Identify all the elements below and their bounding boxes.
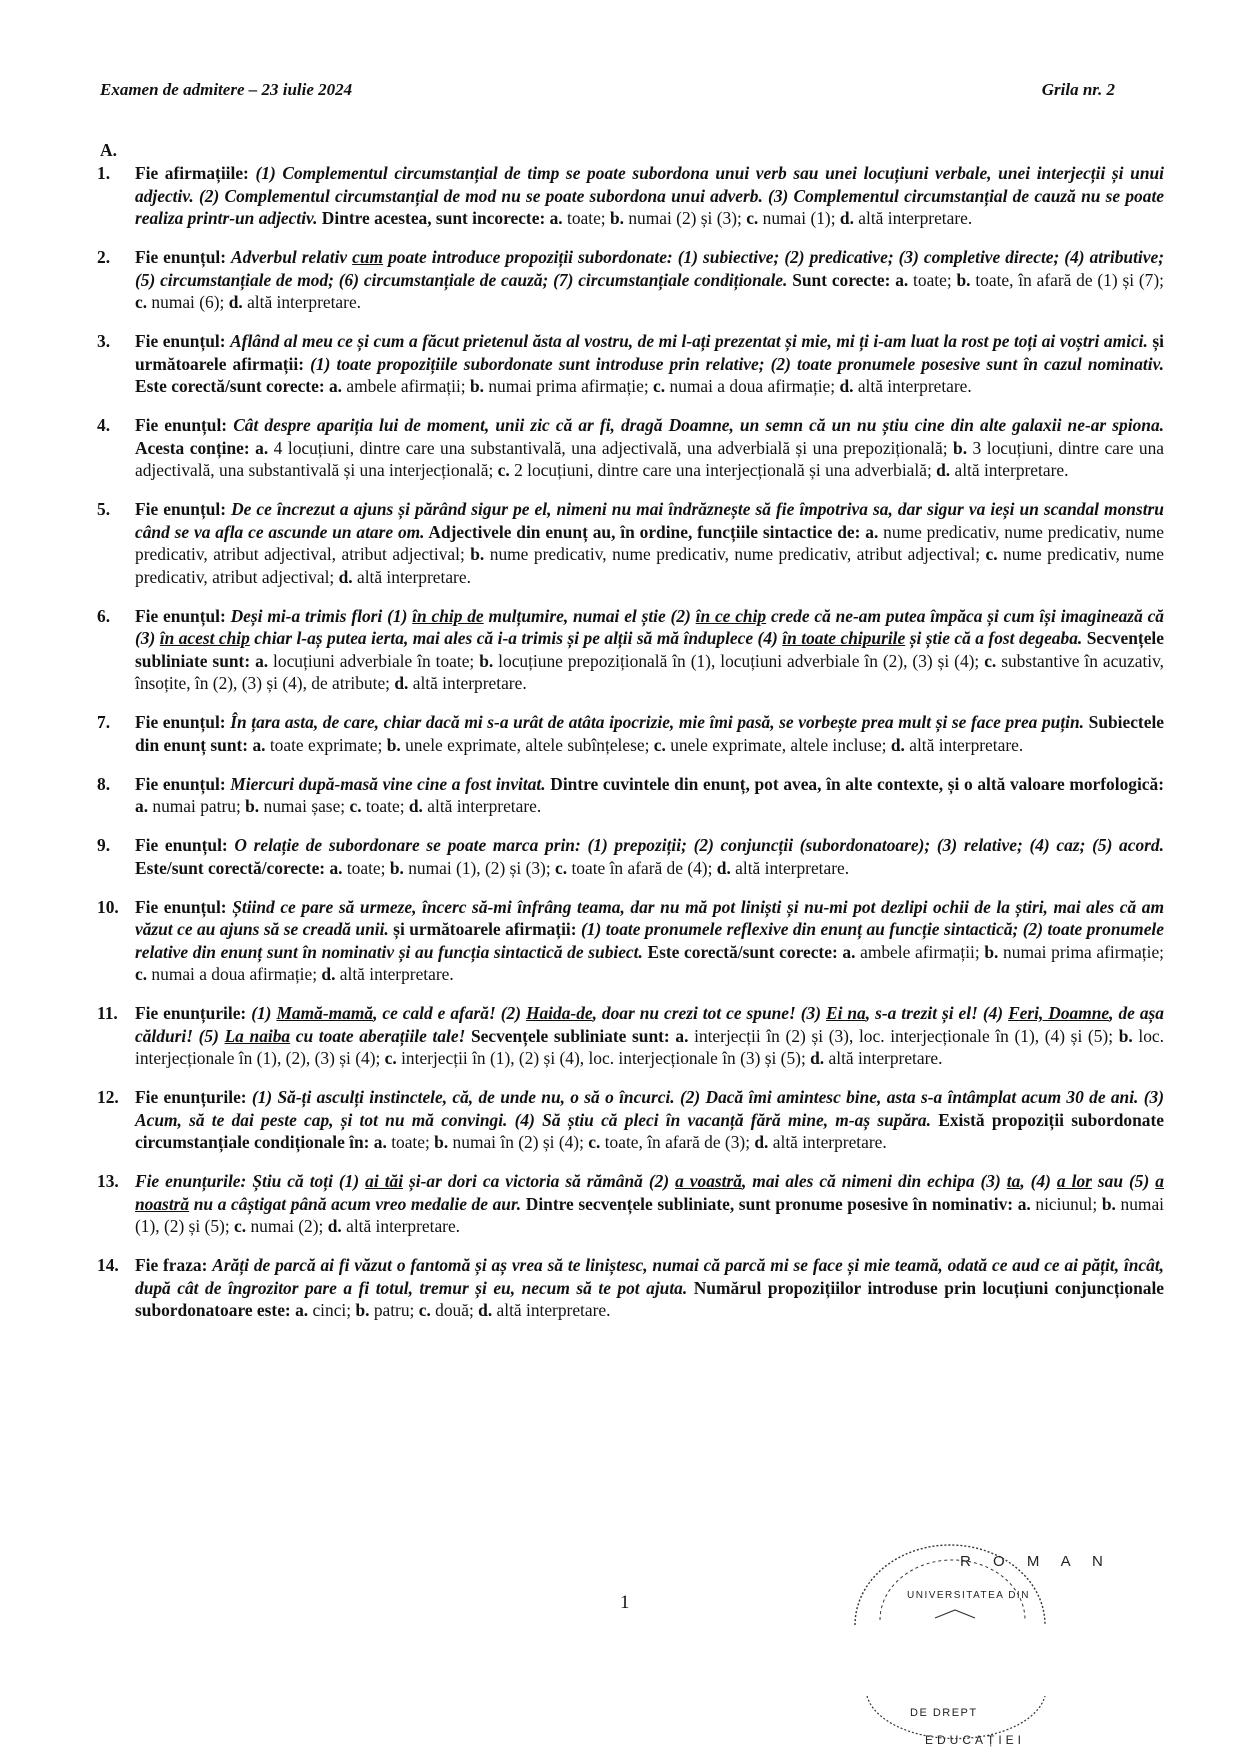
text-segment: d.: [394, 673, 409, 693]
text-segment: Subiectele din enunț sunt:: [135, 712, 1164, 755]
text-segment: altă interpretare.: [492, 1300, 611, 1320]
text-segment: Fie enunțul:: [135, 896, 233, 917]
text-segment: loc. interjecționale în (1), (2), (3) și (4);: [135, 1025, 1164, 1068]
text-segment: a.: [895, 269, 909, 290]
text-segment: altă interpretare.: [408, 673, 527, 693]
text-segment: Fie enunțurile:: [135, 1003, 252, 1023]
text-segment: și următoarele afirmații:: [388, 919, 581, 939]
question-text: [135, 246, 1164, 314]
question-text: [135, 773, 1164, 818]
text-segment: Dintre cuvintele din enunț, pot avea, în alte contexte, și o altă valoare morfologică:: [545, 773, 1165, 794]
text-segment: Adverbul relativ: [231, 247, 353, 267]
text-segment: numai prima afirmație;: [998, 941, 1164, 962]
question-item: [97, 605, 1164, 695]
text-segment: interjecții în (1), (2) și (4), loc. interjecționale în (3) și (5);: [396, 1048, 811, 1068]
text-segment: d.: [754, 1132, 769, 1152]
page-number: 1: [620, 1592, 630, 1613]
text-segment: , ce cald e afară! (2): [373, 1003, 526, 1023]
text-segment: 3 locuțiuni, dintre care una adjectivală, una substantivală și una interjecțională;: [135, 437, 1165, 480]
underlined-sequence: Haida-de: [525, 1003, 593, 1023]
question-item: [97, 1086, 1164, 1154]
text-segment: toate exprimate;: [265, 734, 387, 755]
text-segment: altă interpretare.: [853, 208, 973, 228]
text-segment: c.: [497, 460, 510, 480]
text-segment: cu toate aberațiile tale!: [290, 1025, 466, 1046]
text-segment: b.: [609, 208, 624, 228]
text-segment: Secvențele subliniate sunt:: [465, 1025, 676, 1046]
question-item: [97, 711, 1164, 756]
text-segment: crede că ne-am putea împăca și cum își imaginează că (3): [135, 605, 1164, 648]
underlined-sequence: Mamă-mamă: [276, 1003, 374, 1023]
question-item: [97, 330, 1164, 398]
text-segment: Fie enunțul:: [135, 773, 231, 794]
text-segment: toate;: [342, 857, 390, 878]
text-segment: ambele afirmații;: [855, 941, 985, 962]
text-segment: altă interpretare.: [422, 796, 542, 816]
text-segment: unele exprimate, altele subînțelese;: [400, 734, 654, 755]
text-segment: altă interpretare.: [352, 566, 471, 587]
university-stamp-bottom: [855, 1690, 1055, 1759]
text-segment: O relație de subordonare se poate marca prin: (1) prepoziții; (2) conjuncții (subordonatoare); (3) relative; (4) caz; (5) acord.: [234, 835, 1164, 855]
question-text: [135, 330, 1164, 398]
text-segment: altă interpretare.: [950, 460, 1069, 480]
text-segment: b.: [389, 857, 404, 878]
text-segment: 4 locuțiuni, dintre care una substantivală, una adjectivală, una adverbială și una prepozițională;: [268, 437, 954, 458]
question-number: 3.: [97, 331, 111, 351]
stamp-top-ring-text: UNIVERSITATEA DIN: [907, 1590, 1030, 1601]
text-segment: două;: [430, 1300, 479, 1320]
text-segment: (1) toate propozițiile subordonate sunt introduse prin relative; (2) toate pronumele posesive sunt în cazul nominativ.: [310, 353, 1165, 374]
text-segment: , (4): [1020, 1171, 1057, 1191]
text-segment: Fie enunțul:: [135, 499, 232, 519]
question-text: [135, 414, 1164, 482]
text-segment: Dintre acestea, sunt incorecte:: [317, 208, 550, 228]
question-number: 2.: [97, 247, 111, 267]
question-item: [97, 773, 1164, 818]
text-segment: altă interpretare.: [335, 964, 454, 984]
text-segment: 2 locuțiuni, dintre care una interjecțională și una adverbială;: [509, 460, 937, 480]
text-segment: cinci;: [308, 1300, 356, 1320]
underlined-sequence: a noastră: [135, 1171, 1164, 1214]
text-segment: toate;: [386, 1132, 435, 1152]
text-segment: c.: [135, 964, 148, 984]
text-segment: (1): [251, 1003, 277, 1023]
text-segment: c.: [384, 1048, 397, 1068]
text-segment: toate, în afară de (1) și (7);: [970, 269, 1164, 290]
text-segment: b.: [386, 734, 401, 755]
text-segment: patru;: [369, 1300, 419, 1320]
text-segment: numai a doua afirmație;: [665, 376, 840, 396]
text-segment: d.: [890, 734, 905, 755]
question-item: [97, 1002, 1164, 1070]
question-text: [135, 834, 1164, 879]
underlined-sequence: în toate chipurile: [782, 628, 906, 648]
text-segment: toate;: [562, 208, 610, 228]
text-segment: altă interpretare.: [853, 376, 972, 396]
text-segment: altă interpretare.: [824, 1048, 943, 1068]
text-segment: Fie fraza:: [135, 1255, 213, 1275]
text-segment: b.: [245, 796, 260, 816]
text-segment: b.: [953, 437, 968, 458]
text-segment: Fie enunțul:: [135, 605, 231, 626]
section-label: A.: [100, 140, 118, 160]
text-segment: Secvențele subliniate sunt:: [135, 628, 1164, 671]
text-segment: substantive în acuzativ, însoțite, în (2), (3) și (4), de atribute;: [135, 650, 1165, 693]
text-segment: Aflând al meu ce și cum a făcut prietenul ăsta al vostru, de mi l-ați prezentat și mie, mi ți i-am luat la rost pe toți ai voștri amici.: [230, 331, 1148, 351]
text-segment: Există propoziții subordonate circumstanțiale condiționale în:: [135, 1109, 1164, 1152]
university-stamp-top: [845, 1540, 1112, 1635]
text-segment: a.: [252, 734, 266, 755]
underlined-sequence: în acest chip: [159, 628, 250, 648]
underlined-sequence: în chip de: [412, 605, 484, 626]
question-number: 5.: [97, 499, 111, 519]
text-segment: Miercuri după-masă vine cine a fost invitat.: [230, 773, 546, 794]
text-segment: c.: [985, 544, 998, 564]
text-segment: sau (5): [1091, 1171, 1156, 1191]
text-segment: c.: [555, 857, 568, 878]
question-number: 8.: [97, 773, 111, 794]
text-segment: b.: [1118, 1025, 1133, 1046]
question-text: [135, 605, 1164, 695]
text-segment: numai șase;: [259, 796, 350, 816]
question-text: [135, 1254, 1164, 1322]
text-segment: chiar l-aș putea ierta, mai ales că i-a trimis și pe alții să mă înduplece (4): [249, 628, 783, 648]
text-segment: a.: [255, 437, 269, 458]
text-segment: altă interpretare.: [904, 734, 1024, 755]
text-segment: numai a doua afirmație;: [147, 964, 322, 984]
text-segment: nume predicativ, nume predicativ, atribut adjectival;: [135, 544, 1165, 587]
question-item: [97, 246, 1164, 314]
text-segment: Este corectă/sunt corecte:: [642, 941, 843, 962]
text-segment: Fie enunțul:: [135, 331, 231, 351]
text-segment: b.: [434, 1132, 449, 1152]
text-segment: Sunt corecte:: [787, 269, 896, 290]
underlined-sequence: La naiba: [224, 1025, 291, 1046]
text-segment: c.: [418, 1300, 431, 1320]
stamp-bottom-lower-text: EDUCAȚIEI: [925, 1733, 1026, 1747]
text-segment: unele exprimate, altele incluse;: [665, 734, 891, 755]
stamp-bottom-ring-text: DE DREPT: [910, 1707, 978, 1719]
text-segment: Fie enunțul:: [135, 712, 231, 732]
text-segment: c.: [984, 650, 997, 671]
text-segment: și următoarele afirmații:: [135, 331, 1164, 374]
text-segment: locuțiuni adverbiale în toate;: [268, 650, 480, 671]
underlined-sequence: ta: [1006, 1171, 1021, 1191]
text-segment: niciunul;: [1030, 1193, 1102, 1214]
text-segment: c.: [135, 292, 148, 312]
text-segment: numai (6);: [147, 292, 229, 312]
text-segment: b.: [479, 650, 494, 671]
text-segment: a.: [1017, 1193, 1031, 1214]
text-segment: c.: [588, 1132, 601, 1152]
text-segment: a.: [842, 941, 856, 962]
text-segment: Fie enunțul:: [135, 835, 235, 855]
text-segment: , s-a trezit și el! (4): [865, 1003, 1009, 1023]
question-number: 9.: [97, 835, 111, 855]
question-number: 12.: [97, 1087, 119, 1107]
text-segment: a.: [373, 1132, 387, 1152]
text-segment: Fie afirmațiile:: [135, 163, 256, 183]
underlined-sequence: a lor: [1056, 1171, 1092, 1191]
text-segment: (1) Să-ți asculți instinctele, că, de unde nu, o să o încurci. (2) Dacă îmi amintesc bine, asta s-a întâmplat acum 30 de ani. (3) Acum, să te dai peste cap, și tot nu mă convingi. (4) Să știu că pleci în vacanță fără mine, m-aș supăra.: [135, 1087, 1164, 1130]
text-segment: altă interpretare.: [730, 857, 850, 878]
question-text: [135, 498, 1164, 588]
text-segment: și-ar dori ca victoria să rămână (2): [403, 1171, 676, 1191]
question-list: [97, 162, 1164, 1338]
text-segment: Fie enunțurile:: [135, 1087, 252, 1107]
text-segment: c.: [653, 376, 666, 396]
text-segment: numai (1), (2) și (5);: [135, 1193, 1164, 1236]
text-segment: d.: [327, 1216, 342, 1236]
question-number: 11.: [97, 1003, 118, 1023]
text-segment: c.: [349, 796, 362, 816]
text-segment: d.: [338, 566, 353, 587]
question-item: [97, 1254, 1164, 1322]
question-text: [135, 1170, 1164, 1238]
question-text: [135, 896, 1164, 986]
underlined-sequence: ai tăi: [365, 1171, 404, 1191]
text-segment: c.: [746, 208, 759, 228]
text-segment: numai prima afirmație;: [484, 376, 654, 396]
question-text: [135, 711, 1164, 756]
text-segment: b.: [956, 269, 971, 290]
question-item: [97, 498, 1164, 588]
text-segment: și știe că a fost degeaba.: [905, 628, 1083, 648]
text-segment: nume predicativ, nume predicativ, nume predicativ, atribut adjectival, atribut adjectival;: [135, 521, 1164, 564]
question-number: 7.: [97, 712, 111, 732]
underlined-sequence: Feri, Doamne: [1008, 1003, 1110, 1023]
text-segment: mulțumire, numai el știe (2): [483, 605, 696, 626]
text-segment: (1) Complementul circumstanțial de timp se poate subordona unui verb sau unei locuțiuni verbale, unei interjecții și unui adjectiv. (2) Complementul circumstanțial de mod nu se poate subordona unui adverb. (3) Complementul circumstanțial de cauză nu se poate realiza printr-un adjectiv.: [135, 163, 1164, 228]
stamp-top-letters: R O M A N: [960, 1553, 1112, 1570]
text-segment: De ce încrezut a ajuns și părând sigur pe el, nimeni nu mai îndrăznește să fie împotriva sa, dar sigur va ieși un scandal monstru când se va afla ce ascunde un atare om.: [135, 499, 1164, 542]
text-segment: c.: [653, 734, 666, 755]
text-segment: b.: [355, 1300, 370, 1320]
exam-header-title: Examen de admitere – 23 iulie 2024: [100, 80, 353, 99]
underlined-sequence: Ei na: [826, 1003, 866, 1023]
question-number: 1.: [97, 163, 111, 183]
text-segment: Numărul propozițiilor introduse prin locuțiuni conjuncționale subordonatoare este:: [135, 1277, 1164, 1320]
text-segment: d.: [810, 1048, 825, 1068]
question-number: 14.: [97, 1255, 119, 1275]
text-segment: d.: [478, 1300, 493, 1320]
text-segment: poate introduce propoziții subordonate: (1) subiective; (2) predicative; (3) completive directe; (4) atributive; (5) circumstanțiale de mod; (6) circumstanțiale de cauză; (7) circumstanțiale condiționale.: [135, 247, 1164, 290]
text-segment: nu a câștigat până acum vreo medalie de aur.: [189, 1193, 522, 1214]
text-segment: numai (1), (2) și (3);: [403, 857, 556, 878]
underlined-sequence: în ce chip: [695, 605, 767, 626]
text-segment: (1) toate pronumele reflexive din enunț au funcție sintactică; (2) toate pronumele relative din enunț sunt în nominativ și au funcția sintactică de subiect.: [135, 919, 1164, 962]
text-segment: , doar nu crezi tot ce spune! (3): [592, 1003, 826, 1023]
text-segment: toate;: [361, 796, 409, 816]
question-item: [97, 834, 1164, 879]
text-segment: d.: [936, 460, 951, 480]
text-segment: a.: [675, 1025, 689, 1046]
text-segment: Fie enunțurile:: [135, 1171, 253, 1191]
text-segment: numai (1);: [758, 208, 840, 228]
text-segment: , de așa călduri! (5): [135, 1003, 1164, 1046]
text-segment: a.: [329, 857, 343, 878]
text-segment: d.: [839, 376, 854, 396]
text-segment: numai (2) și (3);: [624, 208, 747, 228]
text-segment: b.: [469, 376, 485, 396]
text-segment: a.: [295, 1300, 309, 1320]
text-segment: Este/sunt corectă/corecte:: [135, 857, 330, 878]
text-segment: b.: [984, 941, 999, 962]
text-segment: Dintre secvențele subliniate, sunt pronume posesive în nominativ:: [521, 1193, 1018, 1214]
text-segment: d.: [408, 796, 423, 816]
text-segment: locuțiune prepozițională în (1), locuțiuni adverbiale în (2), (3) și (4);: [493, 650, 985, 671]
text-segment: interjecții în (2) și (3), loc. interjecționale în (1), (4) și (5);: [688, 1025, 1119, 1046]
text-segment: a.: [865, 521, 879, 542]
text-segment: a.: [328, 376, 343, 396]
text-segment: Fie enunțul:: [135, 247, 232, 267]
text-segment: În țara asta, de care, chiar dacă mi s-a urât de atâta ipocrizie, mie îmi pasă, se vorbește prea mult și se face prea puțin.: [230, 712, 1085, 732]
text-segment: d.: [228, 292, 243, 312]
text-segment: toate;: [908, 269, 957, 290]
text-segment: b.: [1101, 1193, 1116, 1214]
text-segment: a.: [255, 650, 269, 671]
text-segment: ambele afirmații;: [342, 376, 470, 396]
question-item: [97, 896, 1164, 986]
question-text: [135, 162, 1164, 230]
text-segment: numai (2);: [246, 1216, 328, 1236]
question-item: [97, 162, 1164, 230]
text-segment: nume predicativ, nume predicativ, nume predicativ, atribut adjectival;: [484, 544, 986, 564]
text-segment: Știind ce pare să urmeze, încerc să-mi înfrâng teama, dar nu mă pot liniști și nu-mi pot dezlipi ochii de la știri, mai ales că am văzut ce au ajuns să se creadă unii.: [135, 896, 1164, 939]
text-segment: Deși mi-a trimis flori (1): [230, 605, 413, 626]
grid-number: Grila nr. 2: [1041, 80, 1115, 99]
text-segment: altă interpretare.: [341, 1216, 461, 1236]
text-segment: Știu că toți (1): [252, 1171, 366, 1191]
question-number: 4.: [97, 415, 111, 435]
text-segment: Fie enunțul:: [135, 415, 234, 435]
question-number: 10.: [97, 896, 119, 917]
underlined-sequence: a voastră: [675, 1171, 742, 1191]
text-segment: toate în afară de (4);: [567, 857, 717, 878]
question-number: 13.: [97, 1171, 119, 1191]
text-segment: d.: [839, 208, 854, 228]
text-segment: altă interpretare.: [768, 1132, 887, 1152]
text-segment: altă interpretare.: [242, 292, 362, 312]
text-segment: b.: [470, 544, 485, 564]
text-segment: Arăți de parcă ai fi văzut o fantomă și aș vrea să te liniștesc, numai că parcă mi se face și mie teamă, odată ce aud ce ai pățit, încât, după cât de îngrozitor pare a fi totul, tremur și eu, necum să te pot ajuta.: [135, 1255, 1164, 1298]
text-segment: Cât despre apariția lui de moment, unii zic că ar fi, dragă Doamne, un semn că un nu știu cine din alte galaxii ne-ar spiona.: [233, 415, 1164, 435]
text-segment: Adjectivele din enunț au, în ordine, funcțiile sintactice de:: [424, 521, 866, 542]
text-segment: numai în (2) și (4);: [448, 1132, 589, 1152]
text-segment: c.: [234, 1216, 247, 1236]
question-text: [135, 1086, 1164, 1154]
text-segment: a.: [135, 796, 149, 816]
text-segment: a.: [549, 208, 563, 228]
text-segment: Acesta conține:: [135, 437, 256, 458]
text-segment: , mai ales că nimeni din echipa (3): [741, 1171, 1007, 1191]
underlined-sequence: cum: [352, 247, 384, 267]
text-segment: toate, în afară de (3);: [600, 1132, 755, 1152]
question-text: [135, 1002, 1164, 1070]
question-item: [97, 1170, 1164, 1238]
text-segment: numai patru;: [148, 796, 246, 816]
text-segment: Este corectă/sunt corecte:: [135, 376, 329, 396]
text-segment: d.: [321, 964, 336, 984]
question-number: 6.: [97, 605, 111, 626]
question-item: [97, 414, 1164, 482]
text-segment: d.: [716, 857, 731, 878]
